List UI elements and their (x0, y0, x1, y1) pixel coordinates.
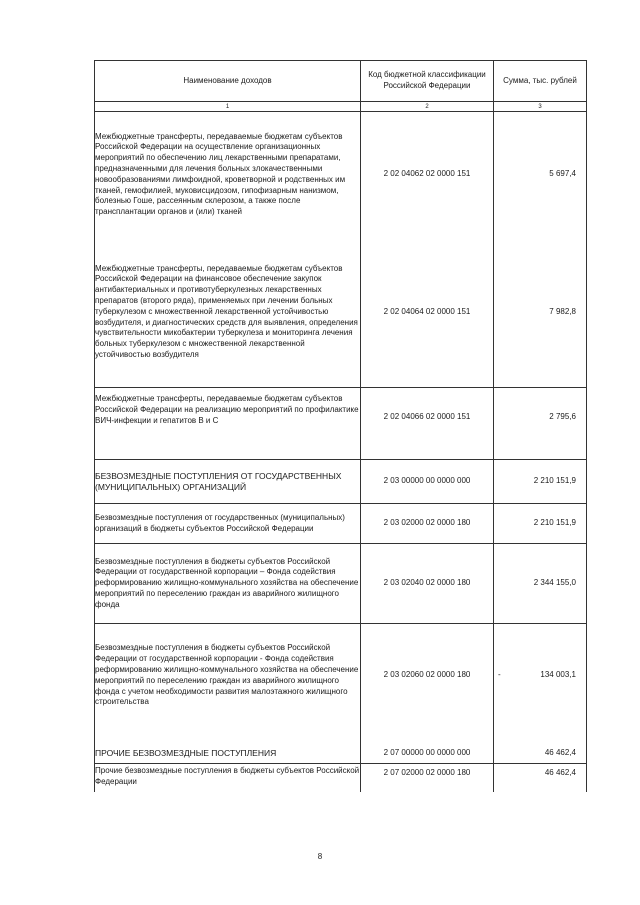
header-sum: Сумма, тыс. рублей (494, 61, 587, 102)
row-code: 2 03 00000 00 0000 000 (361, 460, 494, 504)
table-row (95, 624, 587, 728)
row-code: 2 07 00000 00 0000 000 (361, 728, 494, 764)
row-code: 2 02 04064 02 0000 151 (361, 238, 494, 388)
row-code: 2 02 04062 02 0000 151 (361, 112, 494, 238)
row-name: ПРОЧИЕ БЕЗВОЗМЕЗДНЫЕ ПОСТУПЛЕНИЯ (95, 728, 361, 764)
row-sum: 46 462,4 (494, 764, 587, 792)
table-header-row (95, 61, 587, 102)
table-row (95, 728, 587, 764)
row-sum: 2 210 151,9 (494, 460, 587, 504)
table-row (95, 112, 587, 238)
revenue-table (94, 60, 587, 792)
row-sum: 7 982,8 (494, 238, 587, 388)
row-code: 2 03 02000 02 0000 180 (361, 504, 494, 544)
row-sum (494, 624, 587, 728)
sum-value: 134 003,1 (540, 670, 576, 680)
table-row (95, 544, 587, 624)
row-code: 2 03 02040 02 0000 180 (361, 544, 494, 624)
row-name: Межбюджетные трансферты, передаваемые бюджетам субъектов Российской Федерации на финансовое обеспечение закупок антибактериальных и противотуберкулезных лекарственных препаратов (второго ряда), применяемых при лечении больных туберкулезом с множественной лекарственной устойчивостью возбудителя, и диагностических средств для выявления, определения чувствительности микобактерии туберкулеза и мониторинга лечения больных туберкулезом с множественной лекарственной устойчивостью возбудителя (95, 238, 361, 388)
column-number-row (95, 102, 587, 112)
row-name: Прочие безвозмездные поступления в бюджеты субъектов Российской Федерации (95, 764, 361, 792)
row-sum: 2 344 155,0 (494, 544, 587, 624)
column-number: 3 (494, 102, 587, 112)
row-sum: 2 795,6 (494, 388, 587, 460)
row-code: 2 03 02060 02 0000 180 (361, 624, 494, 728)
table-row (95, 238, 587, 388)
row-sum: 46 462,4 (494, 728, 587, 764)
page-number: 8 (317, 852, 323, 861)
row-name: Безвозмездные поступления от государственных (муниципальных) организаций в бюджеты субъектов Российской Федерации (95, 504, 361, 544)
table-row (95, 764, 587, 792)
table-row (95, 504, 587, 544)
row-name: Безвозмездные поступления в бюджеты субъектов Российской Федерации от государственной корпорации - Фонда содействия реформированию жилищно-коммунального хозяйства на обеспечение мероприятий по переселению граждан из аварийного жилищного фонда с учетом необходимости развития малоэтажного жилищного строительства (95, 624, 361, 728)
header-name: Наименование доходов (95, 61, 361, 102)
column-number: 2 (361, 102, 494, 112)
table-row (95, 460, 587, 504)
sum-dash: - (498, 670, 501, 680)
row-name: Безвозмездные поступления в бюджеты субъектов Российской Федерации от государственной корпорации – Фонда содействия реформированию жилищно-коммунального хозяйства на обеспечение мероприятий по переселению граждан из аварийного жилищного фонда (95, 544, 361, 624)
row-code: 2 02 04066 02 0000 151 (361, 388, 494, 460)
table-row (95, 388, 587, 460)
row-sum: 2 210 151,9 (494, 504, 587, 544)
row-name: Межбюджетные трансферты, передаваемые бюджетам субъектов Российской Федерации на осуществление организационных мероприятий по обеспечению лиц лекарственными препаратами, предназначенными для лечения больных злокачественными новообразованиями лимфоидной, кроветворной и родственных им тканей, гемофилией, муковисцидозом, гипофизарным нанизмом, болезнью Гоше, рассеянным склерозом, а также после трансплантации органов и (или) тканей (95, 112, 361, 238)
row-code: 2 07 02000 02 0000 180 (361, 764, 494, 792)
row-name: Межбюджетные трансферты, передаваемые бюджетам субъектов Российской Федерации на реализацию мероприятий по профилактике ВИЧ-инфекции и гепатитов B и C (95, 388, 361, 460)
row-name: БЕЗВОЗМЕЗДНЫЕ ПОСТУПЛЕНИЯ ОТ ГОСУДАРСТВЕННЫХ (МУНИЦИПАЛЬНЫХ) ОРГАНИЗАЦИЙ (95, 460, 361, 504)
row-sum: 5 697,4 (494, 112, 587, 238)
column-number: 1 (95, 102, 361, 112)
header-code: Код бюджетной классификации Российской Федерации (361, 61, 494, 102)
